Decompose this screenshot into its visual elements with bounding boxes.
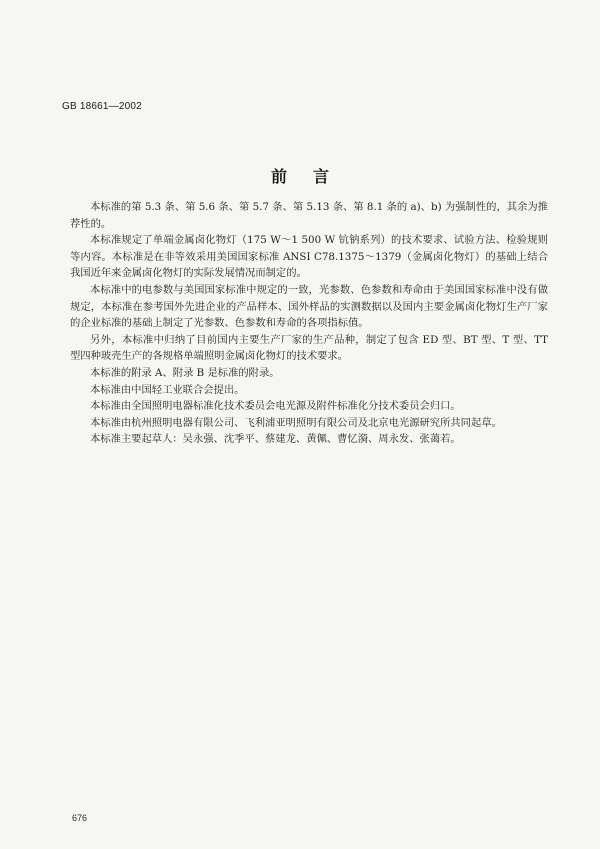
paragraph-mandatory-clauses: 本标准的第 5.3 条、第 5.6 条、第 5.7 条、第 5.13 条、第 8.1 条的 a)、b) 为强制性的，其余为推荐性的。 [70,201,548,230]
paragraph-proposed-by: 本标准由中国轻工业联合会提出。 [90,383,245,396]
standard-code: GB 18661—2002 [62,101,142,112]
paragraph-drafted-by: 本标准由杭州照明电器有限公司、飞利浦亚明照明有限公司及北京电光源研究所共同起草。 [90,416,502,429]
paragraph-bulb-types: 另外，本标准中归纳了目前国内主要生产厂家的生产品种，制定了包含 ED 型、BT 型、T 型、TT 型四种玻壳生产的各规格单端照明金属卤化物灯的技术要求。 [70,333,548,363]
foreword-body [70,199,548,448]
paragraph-drafters: 本标准主要起草人：吴永强、沈季平、蔡建龙、黄佩、曹忆漪、周永发、张蔼若。 [90,433,461,446]
paragraph-parameters: 本标准中的电参数与美国国家标准中规定的一致，光参数、色参数和寿命由于美国国家标准中没有做规定，本标准在参考国外先进企业的产品样本、国外样品的实测数据以及国内主要金属卤化物灯生产厂家的企业标准的基础上制定了光参数、色参数和寿命的各项指标值。 [70,283,548,330]
page-title: 前言 [270,167,355,186]
paragraph-under-jurisdiction: 本标准由全国照明电器标准化技术委员会电光源及附件标准化分技术委员会归口。 [90,400,461,413]
paragraph-scope: 本标准规定了单端金属卤化物灯（175 W～1 500 W 钪钠系列）的技术要求、试验方法、检验规则等内容。本标准是在非等效采用美国国家标准 ANSI C78.1375～1379（金属卤化物灯）的基础上结合我国近年来金属卤化物灯的实际发展情况而制定的。 [70,234,548,280]
page-number: 676 [72,813,88,823]
paragraph-appendix: 本标准的附录 A、附录 B 是标准的附录。 [90,366,280,379]
